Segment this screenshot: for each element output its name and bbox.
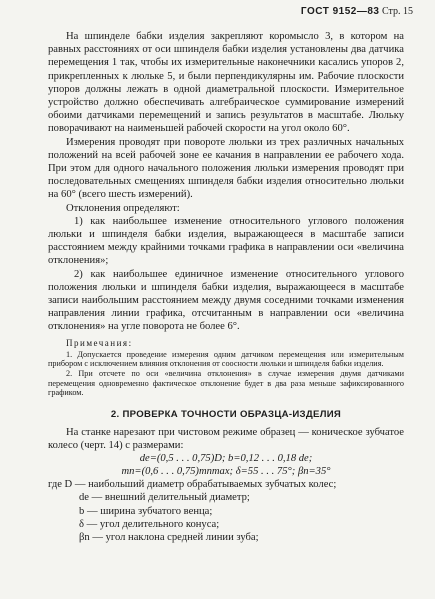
- note-item: 2. При отсчете по оси «величина отклонения» в случае измерения двумя датчиками перемещения одновременно фактическое отклонение будет в два раза меньше зафиксированного графиком.: [48, 369, 404, 398]
- paragraph-deviations-intro: Отклонения определяют:: [66, 202, 180, 214]
- page-number: Стр. 15: [381, 6, 413, 17]
- paragraph-deviation-2: 2) как наибольшее единичное изменение относительного углового положения люльки и шпинделя бабки изделия, выражающееся в масштабе записи наибольшим расстоянием между двумя соседними точками изменения направления линии графика, отсчитанным в направлении оси «величина отклонения» на угле поворота не более 6°.: [48, 268, 404, 333]
- document-body: [48, 30, 404, 544]
- note-item: 1. Допускается проведение измерения одним датчиком перемещения или измерительным прибором с исключением влияния отклонения от соосности люльки и шпинделя бабки изделия.: [48, 349, 404, 369]
- notes-title: Примечания:: [66, 337, 133, 348]
- paragraph-setup: На шпинделе бабки изделия закрепляют коромысло 3, в котором на равных расстояниях от оси шпинделя бабки изделия установлены два датчика перемещения 1 так, чтобы их измерительные наконечники касались упоров 2, прикрепленных к люльке 5, и были перпендикулярны им. Рабочие плоскости упоров должны лежать в одной диаметральной плоскости. Измерительное устройство должно обеспечивать алгебраическое суммирование измерений обоими датчиками перемещений и запись результатов в масштабе. Люльку поворачивают на наименьшей рабочей скорости на угол около 60°.: [48, 31, 404, 135]
- definition-item: где D — наибольший диаметр обрабатываемых зубчатых колес;: [48, 479, 337, 491]
- page-header: [301, 6, 413, 17]
- section-intro: На станке нарезают при чистовом режиме образец — коническое зубчатое колесо (черт. 14) с размерами:: [48, 426, 404, 452]
- paragraph-measurement: Измерения проводят при повороте люльки из трех различных начальных положений на всей рабочей зоне ее качания в направлении ее рабочего хода. При этом для одного начального положения люльки измерения проводят при последовательных смещениях шпинделя бабки изделия относительно люльки на 60° (всего шесть измерений).: [48, 136, 404, 201]
- definition-item: de — внешний делительный диаметр;: [79, 492, 250, 504]
- formula-line-1: de=(0,5 . . . 0,75)D; b=0,12 . . . 0,18 de;: [139, 453, 313, 465]
- standard-number: ГОСТ 9152—83: [300, 6, 380, 17]
- section-title: 2. ПРОВЕРКА ТОЧНОСТИ ОБРАЗЦА-ИЗДЕЛИЯ: [110, 408, 342, 420]
- formula-line-2: mn=(0,6 . . . 0,75)mnmax; δ=55 . . . 75°; βn=35°: [121, 466, 331, 478]
- definition-item: δ — угол делительного конуса;: [79, 518, 220, 530]
- definition-item: b — ширина зубчатого венца;: [79, 505, 213, 517]
- paragraph-deviation-1: 1) как наибольшее изменение относительного углового положения люльки и шпинделя бабки изделия, выражающееся в масштабе записи расстоянием между крайними точками графика в направлении оси «величина отклонения»;: [48, 215, 404, 267]
- definition-item: βn — угол наклона средней линии зуба;: [79, 532, 259, 544]
